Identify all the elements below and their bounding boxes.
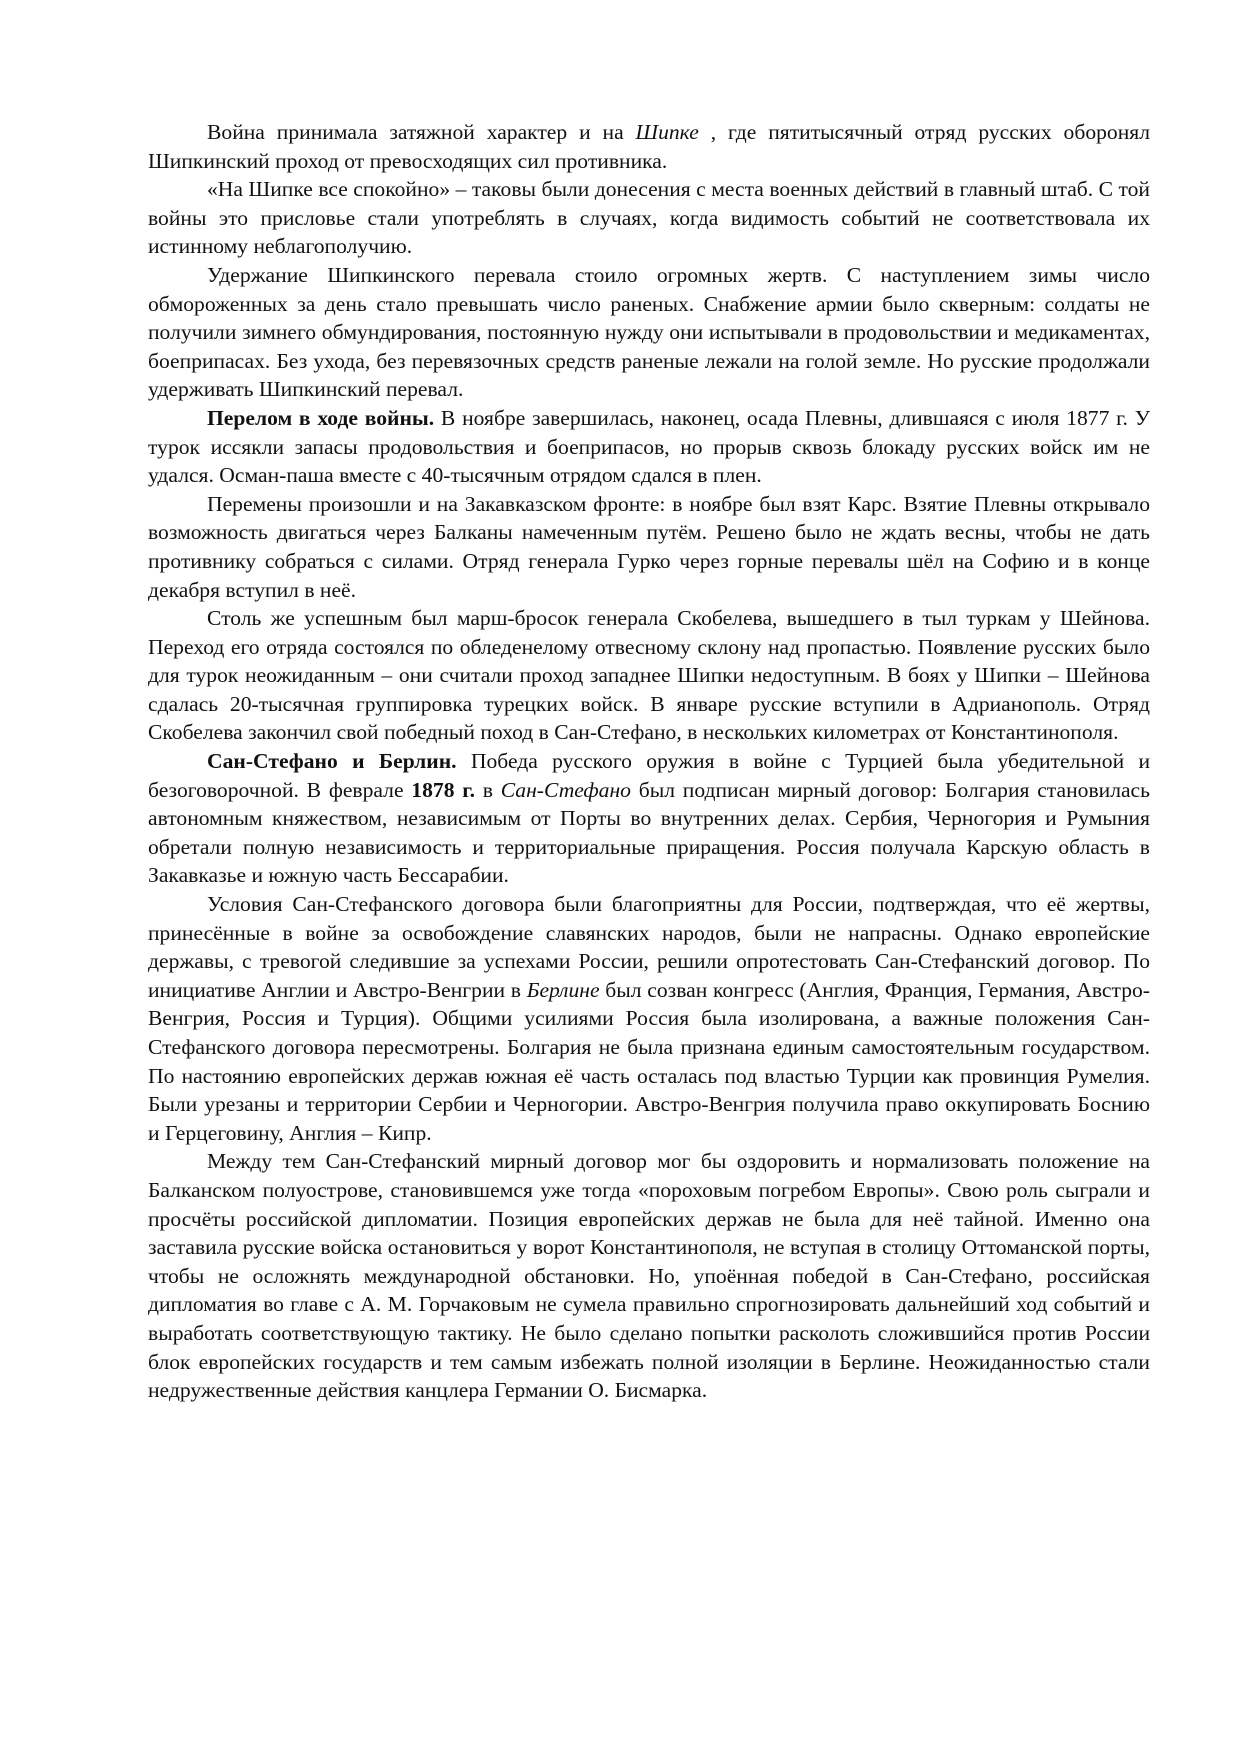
text-run: в bbox=[475, 777, 501, 802]
text-run: Столь же успешным был марш-бросок генерала Скобелева, вышедшего в тыл туркам у Шейнова. Переход его отряда состоялся по обледенелому отвесному склону над пропастью. Появление русских было для турок неожиданным – они считали проход западнее Шипки недоступным. В боях у Шипки – Шейнова сдалась 20-тысячная группировка турецких войск. В январе русские вступили в Адрианополь. Отряд Скобелева закончил свой победный поход в Сан-Стефано, в нескольких километрах от Константинополя. bbox=[148, 606, 1150, 745]
text-run: был подписан мирный договор: Болгария становилась автономным княжеством, независимым от Порты во внутренних делах. Сербия, Черногория и Румыния обретали полную независимость и территориальные приращения. Россия получала Карскую область в Закавказье и южную часть Бессарабии. bbox=[148, 777, 1150, 888]
place-name-san-stefano: Сан-Стефано bbox=[500, 777, 631, 802]
place-name-shipka: Шипке bbox=[635, 120, 699, 144]
paragraph-shipka-hardship bbox=[148, 261, 1150, 404]
section-heading-turning-point: Перелом в ходе войны. bbox=[207, 405, 435, 430]
text-run: Перемены произошли и на Закавказском фронте: в ноябре был взят Карс. Взятие Плевны открывало возможность двигаться через Балканы намеченным путём. Решено было не ждать весны, чтобы не дать противнику собраться с силами. Отряд генерала Гурко через горные перевалы шёл на Софию и в конце декабря вступил в неё. bbox=[148, 491, 1150, 602]
paragraph-caucasus-front bbox=[148, 490, 1150, 604]
paragraph-shipka-quote bbox=[148, 175, 1150, 261]
text-run: был созван конгресс (Англия, Франция, Германия, Австро-Венгрия, Россия и Турция). Общими усилиями Россия была изолирована, а важные положения Сан-Стефанского договора пересмотрены. Болгария не была признана единым самостоятельным государством. По настоянию европейских держав южная её часть осталась под властью Турции как провинция Румелия. Были урезаны и территории Сербии и Черногории. Австро-Венгрия получила право оккупировать Боснию и Герцеговину, Англия – Кипр. bbox=[148, 977, 1150, 1145]
paragraph-treaty-conditions bbox=[148, 890, 1150, 1147]
text-run: Война принимала затяжной характер и на bbox=[207, 120, 636, 144]
document-page bbox=[148, 118, 1150, 1405]
section-heading-san-stefano-berlin: Сан-Стефано и Берлин. bbox=[207, 749, 457, 774]
text-run: Между тем Сан-Стефанский мирный договор мог бы оздоровить и нормализовать положение на Балканском полуострове, становившемся уже тогда «пороховым погребом Европы». Свою роль сыграли и просчёты российской дипломатии. Позиция европейских держав не была для неё тайной. Именно она заставила русские войска остановиться у ворот Константинополя, не вступая в столицу Оттоманской порты, чтобы не осложнять международной обстановки. Но, упоённая победой в Сан-Стефано, российская дипломатия во главе с А. М. Горчаковым не сумела правильно спрогнозировать дальнейший ход событий и выработать соответствующую тактику. Не было сделано попытки расколоть сложившийся против России блок европейских государств и тем самым избежать полной изоляции в Берлине. Неожиданностью стали недружественные действия канцлера Германии О. Бисмарка. bbox=[148, 1149, 1150, 1403]
text-run: В ноябре завершилась, наконец, осада Плевны, длившаяся с июля 1877 г. У турок иссякли запасы продовольствия и боеприпасов, но прорыв сквозь блокаду русских войск им не удался. Осман-паша вместе с 40-тысячным отрядом сдался в плен. bbox=[148, 405, 1150, 488]
date-1878: 1878 г. bbox=[411, 777, 476, 802]
paragraph-san-stefano-berlin bbox=[148, 747, 1150, 890]
text-run: , где пятитысячный отряд русских оборонял Шипкинский проход от превосходящих сил противника. bbox=[148, 120, 1150, 173]
place-name-berlin: Берлине bbox=[526, 977, 600, 1002]
text-run: Условия Сан-Стефанского договора были благоприятны для России, подтверждая, что её жертвы, принесённые в войне за освобождение славянских народов, были не напрасны. Однако европейские державы, с тревогой следившие за успехами России, решили опротестовать Сан-Стефанский договор. По инициативе Англии и Австро-Венгрии в bbox=[148, 892, 1150, 1002]
text-run: Удержание Шипкинского перевала стоило огромных жертв. С наступлением зимы число обмороженных за день стало превышать число раненых. Снабжение армии было скверным: солдаты не получили зимнего обмундирования, постоянную нужду они испытывали в продовольствии и медикаментах, боеприпасах. Без ухода, без перевязочных средств раненые лежали на голой земле. Но русские продолжали удерживать Шипкинский перевал. bbox=[148, 262, 1150, 402]
text-run: Победа русского оружия в войне с Турцией была убедительной и безоговорочной. В феврале bbox=[148, 749, 1151, 802]
paragraph-shipka-defense bbox=[148, 118, 1150, 175]
paragraph-diplomacy bbox=[148, 1147, 1150, 1404]
paragraph-turning-point bbox=[148, 404, 1150, 490]
paragraph-skobelev-march bbox=[148, 604, 1150, 747]
text-run: «На Шипке все спокойно» – таковы были донесения с места военных действий в главный штаб. С той войны это присловье стали употреблять в случаях, когда видимость событий не соответствовала их истинному неблагополучию. bbox=[148, 177, 1150, 259]
